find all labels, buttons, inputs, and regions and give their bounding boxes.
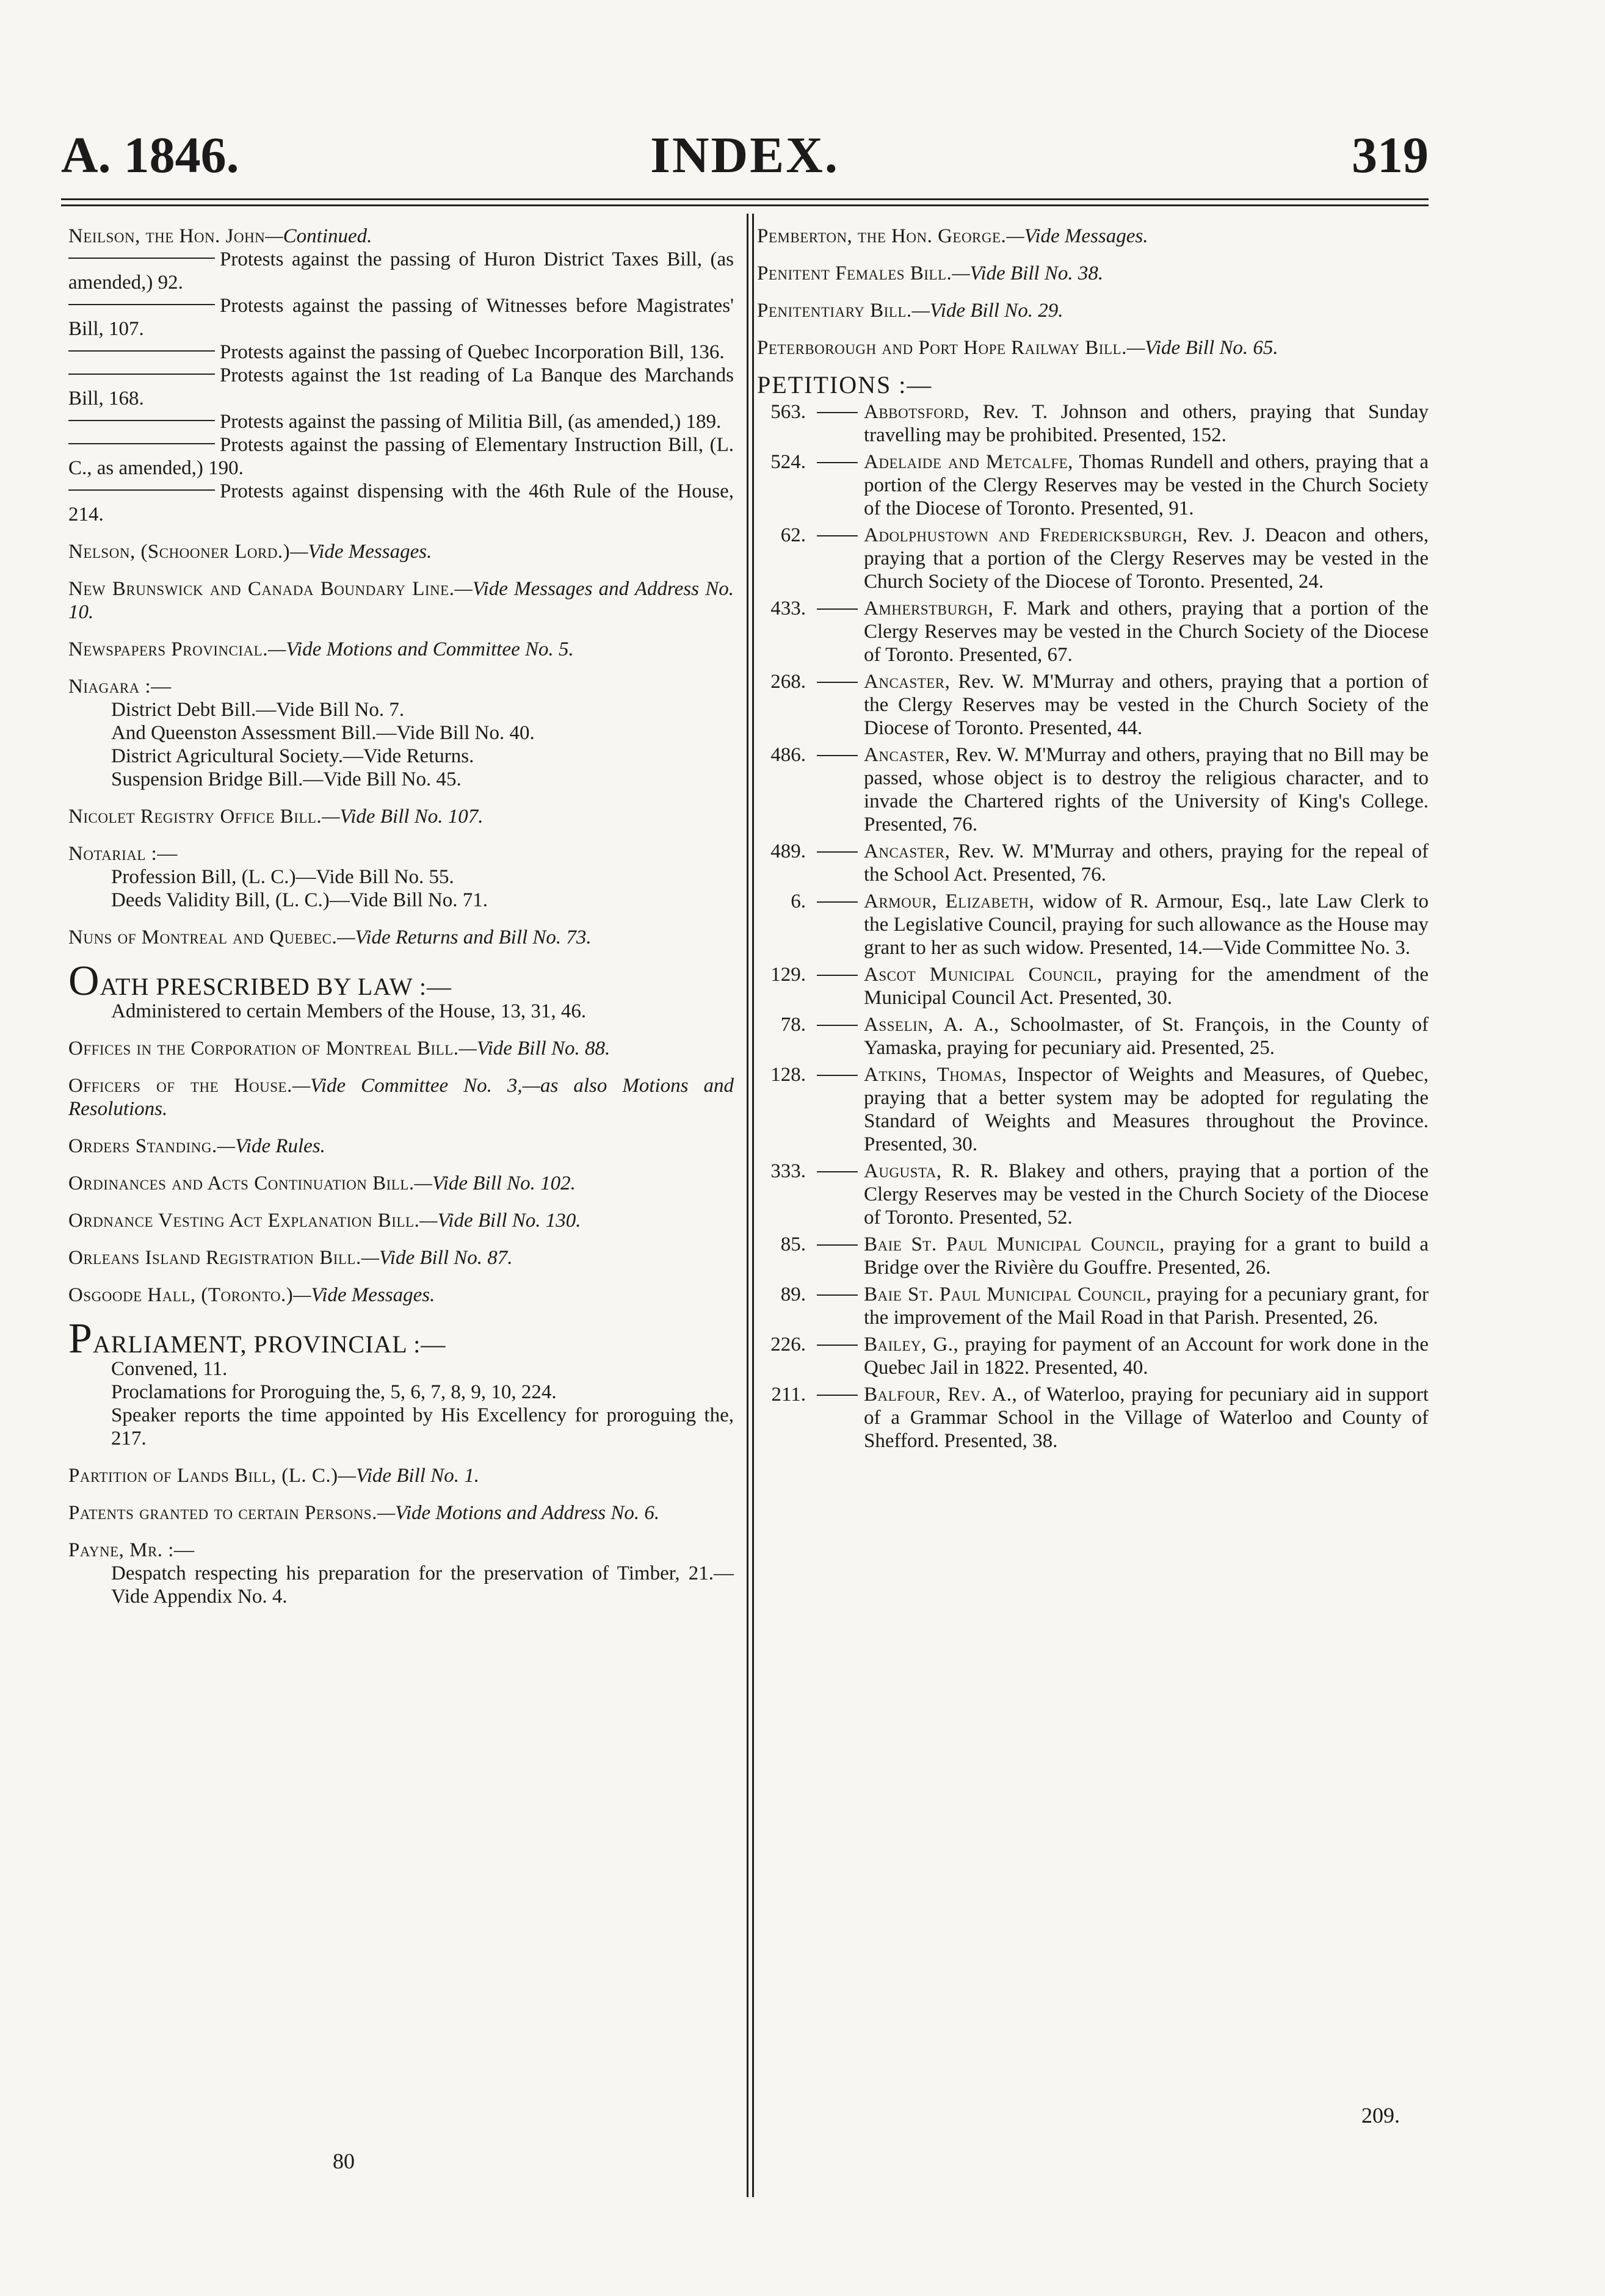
index-entry — [68, 577, 734, 624]
index-entry — [68, 1135, 734, 1158]
petitions-list — [757, 400, 1429, 1453]
petition-body: Rev. J. Deacon and others, praying that a portion of the Clergy Reserves may be vested in the Church Society of the Diocese of Toronto. Presented, 24. — [864, 524, 1429, 593]
entry-head: Neilson, the Hon. John — [68, 225, 266, 247]
dash-rule — [68, 443, 215, 444]
entry-head: Orleans Island Registration Bill. — [68, 1247, 361, 1269]
payne-subitems — [111, 1562, 734, 1608]
dash-rule — [806, 1063, 864, 1156]
petition-number: 62. — [780, 524, 806, 546]
neilson-subitem — [68, 433, 734, 480]
petition-text — [864, 1233, 1429, 1279]
petition-text — [864, 1283, 1429, 1329]
index-entry — [68, 1501, 734, 1525]
petition-number: 333. — [770, 1160, 806, 1182]
neilson-subitem — [68, 294, 734, 341]
petition-name: Adelaide and Metcalfe, — [864, 451, 1073, 473]
petition-text — [864, 1333, 1429, 1379]
petition-name: Ancaster, — [864, 744, 951, 766]
index-entry — [68, 1172, 734, 1195]
entry-ref: —Vide Messages. — [1006, 225, 1148, 247]
petition-entry — [757, 1063, 1429, 1156]
entry-head: Niagara :— — [68, 676, 172, 698]
petition-body: of Waterloo, praying for pecuniary aid in support of a Grammar School in the Village of Waterloo and County of Shefford. Presented, 38. — [864, 1384, 1429, 1452]
entry-ref: —Vide Rules. — [217, 1135, 325, 1157]
entry-head: Ordinances and Acts Continuation Bill. — [68, 1172, 415, 1194]
section-head-oath — [68, 958, 734, 1005]
index-entry — [68, 1246, 734, 1269]
header-rule-bottom — [61, 204, 1429, 206]
petition-number: 524. — [770, 451, 806, 473]
petition-name: Ascot Municipal Council, — [864, 964, 1103, 986]
header-year: A. 1846. — [61, 127, 239, 184]
subitem-text: Protests against the passing of Elementary Instruction Bill, (L. C., as amended,) 190. — [68, 434, 734, 479]
index-entry — [68, 1283, 734, 1307]
petition-entry — [757, 1283, 1429, 1329]
dash-rule — [806, 1333, 864, 1379]
entry-head: Offices in the Corporation of Montreal Bill. — [68, 1038, 459, 1060]
page-header — [61, 125, 1429, 192]
subitem: And Queenston Assessment Bill.—Vide Bill No. 40. — [111, 722, 535, 744]
index-entries-o — [68, 1037, 734, 1307]
index-entry-notarial — [68, 842, 734, 912]
subitem-text: Protests against the passing of Militia Bill, (as amended,) 189. — [220, 411, 722, 433]
index-entries-right — [757, 225, 1429, 359]
entry-head: Penitentiary Bill. — [757, 300, 912, 322]
section-head-parliament — [68, 1315, 734, 1362]
dash-rule — [68, 304, 215, 305]
subitem-text: Protests against the passing of Huron District Taxes Bill, (as amended,) 92. — [68, 248, 734, 294]
entry-ref: —Vide Bill No. 102. — [414, 1172, 576, 1194]
entry-ref: —Vide Bill No. 1. — [338, 1465, 479, 1487]
petition-entry — [757, 597, 1429, 666]
notarial-subitems — [111, 865, 734, 912]
index-entry-oath — [68, 958, 734, 1023]
entry-ref: —Vide Motions and Committee No. 5. — [268, 638, 574, 660]
petition-number: 563. — [770, 401, 806, 423]
dash-rule — [806, 400, 864, 447]
dash-rule — [68, 258, 215, 259]
neilson-subitem — [68, 410, 734, 433]
dash-rule — [806, 1283, 864, 1329]
dash-rule — [806, 1160, 864, 1229]
subitem: Administered to certain Members of the House, 13, 31, 46. — [111, 1000, 587, 1022]
entry-head: Partition of Lands Bill, (L. C.) — [68, 1465, 338, 1487]
dash-rule — [806, 524, 864, 593]
petition-body: Rev. W. M'Murray and others, praying that no Bill may be passed, whose object is to destroy the religious character, and to invade the Chartered rights of the University of King's College. Presented, 76. — [864, 744, 1429, 836]
index-entry — [68, 1037, 734, 1060]
petition-body: Schoolmaster, of St. François, in the County of Yamaska, praying for pecuniary aid. Presented, 25. — [864, 1014, 1429, 1059]
petition-entry — [757, 1160, 1429, 1229]
petition-number: 486. — [770, 744, 806, 766]
neilson-subitem — [68, 480, 734, 526]
entry-head: Ordnance Vesting Act Explanation Bill. — [68, 1210, 420, 1232]
dash-rule — [806, 597, 864, 666]
petition-entry — [757, 1233, 1429, 1279]
header-title: INDEX. — [650, 127, 839, 184]
subitem-text: Protests against the passing of Quebec Incorporation Bill, 136. — [220, 341, 725, 363]
petition-entry — [757, 524, 1429, 593]
dash-rule — [806, 1013, 864, 1060]
subitem: Deeds Validity Bill, (L. C.)—Vide Bill No. 71. — [111, 889, 488, 911]
petition-body: praying for payment of an Account for work done in the Quebec Jail in 1822. Presented, 40. — [864, 1334, 1429, 1379]
petition-number: 89. — [780, 1283, 806, 1305]
petition-text — [864, 400, 1429, 447]
dash-rule — [806, 840, 864, 886]
dash-rule — [68, 420, 215, 421]
section-head-text: ATH PRESCRIBED BY LAW :— — [100, 973, 452, 1000]
petition-name: Ancaster, — [864, 671, 951, 693]
petition-number: 85. — [780, 1233, 806, 1255]
subitem: Suspension Bridge Bill.—Vide Bill No. 45. — [111, 768, 462, 790]
left-column — [68, 225, 734, 1622]
subitem-text: Protests against the passing of Witnesses before Magistrates' Bill, 107. — [68, 295, 734, 340]
petition-body: Rev. W. M'Murray and others, praying that a portion of the Clergy Reserves may be vested in the Church Society of the Diocese of Toronto. Presented, 44. — [864, 671, 1429, 739]
subitem: Profession Bill, (L. C.)—Vide Bill No. 55. — [111, 866, 454, 888]
petition-name: Adolphustown and Fredericksburgh, — [864, 524, 1188, 546]
petition-body: Thomas Rundell and others, praying that a portion of the Clergy Reserves may be vested in the Church Society of the Diocese of Toronto. Presented, 91. — [864, 451, 1429, 519]
index-entry-parliament — [68, 1315, 734, 1450]
entry-head: Orders Standing. — [68, 1135, 217, 1157]
petition-body: praying for a grant to build a Bridge over the Rivière du Gouffre. Presented, 26. — [864, 1233, 1429, 1279]
index-entry — [68, 540, 734, 563]
petition-body: widow of R. Armour, Esq., late Law Clerk to the Legislative Council, praying for such allowance as the House may grant to her as such widow. Presented, 14.—Vide Committee No. 3. — [864, 890, 1429, 959]
entry-ref: —Vide Bill No. 130. — [419, 1210, 581, 1232]
neilson-subitems — [68, 248, 734, 526]
petition-text — [864, 1383, 1429, 1453]
index-entry — [68, 1464, 734, 1487]
index-entry — [757, 299, 1429, 322]
petition-number: 211. — [771, 1384, 806, 1406]
petition-body: F. Mark and others, praying that a portion of the Clergy Reserves may be vested in the Church Society of the Diocese of Toronto. Presented, 67. — [864, 597, 1429, 666]
drop-letter: P — [68, 1315, 93, 1362]
petition-name: Amherstburgh, — [864, 597, 994, 619]
index-entry-nicolet — [68, 805, 734, 828]
petition-number: 268. — [770, 671, 806, 693]
section-head-text: ARLIAMENT, PROVINCIAL :— — [92, 1330, 446, 1358]
subitem: District Debt Bill.—Vide Bill No. 7. — [111, 699, 405, 721]
petition-body: Rev. T. Johnson and others, praying that Sunday travelling may be prohibited. Presented, 152. — [864, 401, 1429, 446]
entry-ref: —Vide Messages. — [293, 1284, 435, 1306]
petition-text — [864, 963, 1429, 1009]
index-entry-nuns — [68, 926, 734, 949]
dash-rule — [806, 670, 864, 740]
entry-head: Newspapers Provincial. — [68, 638, 268, 660]
petition-entry — [757, 1383, 1429, 1453]
petition-number: 226. — [770, 1334, 806, 1356]
petition-name: Baie St. Paul Municipal Council, — [864, 1233, 1165, 1255]
subitem: Convened, 11. — [111, 1358, 228, 1380]
petition-number: 129. — [770, 964, 806, 986]
column-divider-left — [747, 214, 748, 2197]
petition-entry — [757, 840, 1429, 886]
subitem-text: Protests against the 1st reading of La Banque des Marchands Bill, 168. — [68, 364, 734, 410]
petition-text — [864, 524, 1429, 593]
niagara-subitems — [111, 698, 734, 791]
entry-ref: —Vide Messages. — [290, 541, 432, 563]
petition-body: praying for the amendment of the Municipal Council Act. Presented, 30. — [864, 964, 1429, 1009]
entry-ref: —Vide Bill No. 87. — [361, 1247, 513, 1269]
entry-ref: —Vide Bill No. 107. — [322, 806, 484, 828]
entry-head: Osgoode Hall, (Toronto.) — [68, 1284, 294, 1306]
petition-name: Bailey, G., — [864, 1334, 959, 1356]
petition-name: Augusta, — [864, 1160, 942, 1182]
petition-number: 433. — [770, 597, 806, 619]
column-divider-right — [752, 214, 754, 2197]
petition-entry — [757, 450, 1429, 520]
dash-rule — [68, 489, 215, 491]
petitions-heading: PETITIONS :— — [757, 371, 933, 399]
index-entry-payne — [68, 1539, 734, 1608]
entry-ref: —Vide Returns and Bill No. 73. — [337, 926, 592, 948]
petition-text — [864, 1063, 1429, 1156]
petition-text — [864, 450, 1429, 520]
index-entry — [757, 336, 1429, 359]
petition-entry — [757, 890, 1429, 959]
petition-text — [864, 1013, 1429, 1060]
index-entry — [757, 225, 1429, 248]
petition-name: Baie St. Paul Municipal Council, — [864, 1283, 1152, 1305]
petition-entry — [757, 400, 1429, 447]
subitem: Speaker reports the time appointed by His Excellency for proroguing the, 217. — [111, 1404, 734, 1449]
entry-head: Peterborough and Port Hope Railway Bill. — [757, 337, 1127, 359]
oath-subitems — [111, 1000, 734, 1023]
petition-name: Armour, Elizabeth, — [864, 890, 1035, 912]
petition-text — [864, 840, 1429, 886]
index-entry — [68, 1074, 734, 1121]
entry-ref: —Vide Committee No. 3,—as also Motions and Resolutions. — [68, 1075, 734, 1120]
entry-head: Penitent Females Bill. — [757, 262, 952, 284]
petition-body: R. R. Blakey and others, praying that a portion of the Clergy Reserves may be vested in the Church Society of the Diocese of Toronto. Presented, 52. — [864, 1160, 1429, 1229]
entry-ref: —Vide Bill No. 65. — [1126, 337, 1278, 359]
dash-rule — [806, 1383, 864, 1453]
index-entries-p — [68, 1464, 734, 1525]
petition-name: Ancaster, — [864, 840, 951, 862]
petition-name: Abbotsford, — [864, 401, 970, 423]
petition-name: Asselin, A. A., — [864, 1014, 999, 1036]
entry-head: Nelson, (Schooner Lord.) — [68, 541, 291, 563]
entry-ref: —Vide Bill No. 29. — [911, 300, 1063, 322]
petition-entry — [757, 1333, 1429, 1379]
dash-rule — [806, 963, 864, 1009]
index-entries-n — [68, 540, 734, 661]
subitem: Proclamations for Proroguing the, 5, 6, 7, 8, 9, 10, 224. — [111, 1381, 557, 1403]
header-rule-top — [61, 198, 1429, 200]
petition-text — [864, 890, 1429, 959]
entry-head: Pemberton, the Hon. George. — [757, 225, 1007, 247]
petition-entry — [757, 743, 1429, 836]
neilson-subitem — [68, 364, 734, 410]
entry-ref: —Vide Bill No. 88. — [458, 1038, 610, 1060]
petition-text — [864, 670, 1429, 740]
petition-entry — [757, 1013, 1429, 1060]
petition-text — [864, 1160, 1429, 1229]
dash-rule — [806, 450, 864, 520]
neilson-subitem — [68, 248, 734, 294]
entry-head: Nuns of Montreal and Quebec. — [68, 926, 338, 948]
petition-number: 489. — [770, 840, 806, 862]
index-entry-neilson — [68, 225, 734, 526]
index-entry-niagara — [68, 675, 734, 791]
petition-body: Inspector of Weights and Measures, of Quebec, praying that a better system may be adopted for regulating the Standard of Weights and Measures throughout the Province. Presented, 30. — [864, 1064, 1429, 1155]
entry-continued: —Continued. — [265, 225, 372, 247]
petition-name: Atkins, Thomas, — [864, 1064, 1007, 1086]
parliament-subitems — [111, 1357, 734, 1450]
right-column — [757, 225, 1429, 1456]
petition-text — [864, 597, 1429, 666]
drop-letter: O — [68, 958, 100, 1005]
dash-rule — [68, 350, 215, 352]
petition-number: 6. — [791, 890, 806, 912]
subitem: Despatch respecting his preparation for the preservation of Timber, 21.—Vide Appendix No. 4. — [111, 1562, 734, 1608]
petition-number: 78. — [780, 1014, 806, 1036]
entry-head: Notarial :— — [68, 843, 178, 865]
entry-head: Nicolet Registry Office Bill. — [68, 806, 322, 828]
petition-body: Rev. W. M'Murray and others, praying for the repeal of the School Act. Presented, 76. — [864, 840, 1429, 886]
dash-rule — [806, 743, 864, 836]
entry-head: Payne, Mr. :— — [68, 1539, 195, 1561]
petition-entry — [757, 963, 1429, 1009]
entry-ref: —Vide Messages and Address No. 10. — [68, 578, 734, 623]
dash-rule — [68, 374, 215, 375]
petition-number: 128. — [770, 1064, 806, 1086]
dash-rule — [806, 1233, 864, 1279]
dash-rule — [806, 890, 864, 959]
entry-ref: —Vide Bill No. 38. — [952, 262, 1104, 284]
petition-entry — [757, 670, 1429, 740]
subitem: District Agricultural Society.—Vide Returns. — [111, 745, 474, 767]
neilson-subitem — [68, 341, 734, 364]
entry-ref: —Vide Motions and Address No. 6. — [377, 1502, 660, 1524]
index-entry — [68, 638, 734, 661]
header-page-number: 319 — [1352, 127, 1429, 184]
subitem-text: Protests against dispensing with the 46th Rule of the House, 214. — [68, 480, 734, 525]
signature-mark-right: 209. — [1361, 2103, 1400, 2128]
entry-head: Officers of the House. — [68, 1075, 292, 1097]
petition-name: Balfour, Rev. A., — [864, 1384, 1018, 1406]
index-entry — [68, 1209, 734, 1232]
entry-head: New Brunswick and Canada Boundary Line. — [68, 578, 455, 600]
signature-mark-left: 80 — [333, 2149, 355, 2173]
index-entry — [757, 262, 1429, 285]
petition-text — [864, 743, 1429, 836]
petition-body: praying for a pecuniary grant, for the improvement of the Mail Road in that Parish. Presented, 26. — [864, 1283, 1429, 1329]
entry-head: Patents granted to certain Persons. — [68, 1502, 377, 1524]
